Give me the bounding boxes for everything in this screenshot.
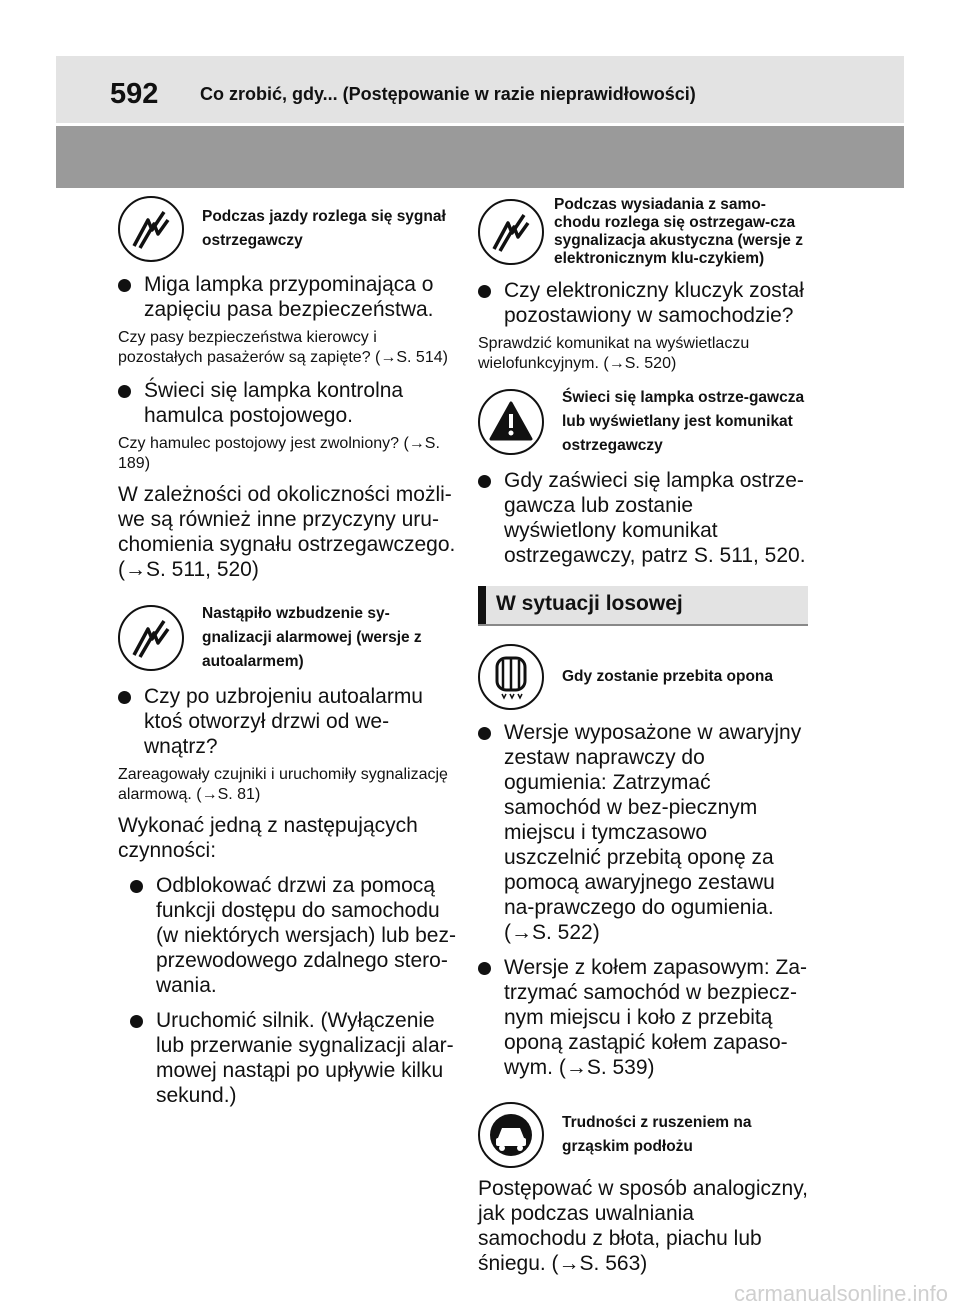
alert-heading-driving xyxy=(118,196,458,262)
section-title: W sytuacji losowej xyxy=(496,592,683,615)
note-sensors: Zareagowały czujniki i uruchomiły sygnalizację alarmową. (→S. 81) xyxy=(118,766,448,803)
heading-driving-alert: Podczas jazdy rozlega się sygnał ostrzegawczy xyxy=(202,208,446,249)
page-number: 592 xyxy=(110,78,159,110)
left-column xyxy=(118,196,458,1114)
heading-alarm-triggered: Nastąpiło wzbudzenie sy-gnalizacji alarmowej (wersje z autoalarmem) xyxy=(202,605,422,670)
para-other-causes: W zależności od okoliczności możli-we są również inne przyczyny uru-chomienia sygnału ostrzegawczego. (→S. 511, 520) xyxy=(118,483,456,581)
heading-flat-tire: Gdy zostanie przebita opona xyxy=(562,668,773,685)
note-parking-brake: Czy hamulec postojowy jest zwolniony? (→S. 189) xyxy=(118,435,440,472)
alert-heading-exit xyxy=(478,196,808,268)
sound-alarm-icon xyxy=(118,196,184,262)
section-header xyxy=(478,586,808,626)
car-stuck-icon xyxy=(478,1102,544,1168)
bullet-repair-kit: Wersje wyposażone w awaryjny zestaw naprawczy do ogumienia: Zatrzymać samochód w bez-piecznym miejscu i tymczasowo uszczelnić przebitą oponę za pomocą awaryjnego zestawu na-prawczego do ogumienia. (→S. 522) xyxy=(478,720,808,945)
bullet-parking-brake: Świeci się lampka kontrolna hamulca postojowego. xyxy=(118,378,458,428)
bullet-start-engine: Uruchomić silnik. (Wyłączenie lub przerwanie sygnalizacji alar-mowej nastąpi po upływie kilku sekund.) xyxy=(130,1008,458,1108)
para-do-one: Wykonać jedną z następujących czynności: xyxy=(118,814,418,862)
alert-heading-warning-light xyxy=(478,386,808,458)
heading-stuck: Trudności z ruszeniem na grząskim podłożu xyxy=(562,1114,752,1155)
sound-alarm-icon xyxy=(118,605,184,671)
heading-warning-light: Świeci się lampka ostrze-gawcza lub wyświetlany jest komunikat ostrzegawczy xyxy=(562,389,805,454)
alert-heading-flat-tire xyxy=(478,644,808,710)
flat-tire-icon xyxy=(478,644,544,710)
heading-exit-alert: Podczas wysiadania z samo-chodu rozlega się ostrzegaw-cza sygnalizacja akustyczna (wersje z elektronicznym klu-czykiem) xyxy=(554,196,803,267)
alert-heading-stuck xyxy=(478,1102,808,1168)
bullet-smart-key: Czy elektroniczny kluczyk został pozostawiony w samochodzie? xyxy=(478,278,808,328)
bullet-warning-light: Gdy zaświeci się lampka ostrze-gawcza lub zostanie wyświetlony komunikat ostrzegawczy, patrz S. 511, 520. xyxy=(478,468,808,568)
bullet-unlock-doors: Odblokować drzwi za pomocą funkcji dostępu do samochodu (w niektórych wersjach) lub bez-przewodowego zdalnego stero-wania. xyxy=(130,873,458,998)
chapter-title: Co zrobić, gdy... (Postępowanie w razie nieprawidłowości) xyxy=(200,84,696,104)
para-stuck: Postępować w sposób analogiczny, jak podczas uwalniania samochodu z błota, piachu lub śniegu. (→S. 563) xyxy=(478,1177,808,1275)
watermark: carmanualsonline.info xyxy=(733,1281,948,1306)
note-seatbelt: Czy pasy bezpieczeństwa kierowcy i pozostałych pasażerów są zapięte? (→S. 514) xyxy=(118,329,448,366)
bullet-door-opened: Czy po uzbrojeniu autoalarmu ktoś otworzył drzwi od we-wnątrz? xyxy=(118,684,458,759)
bullet-seatbelt: Miga lampka przypominająca o zapięciu pasa bezpieczeństwa. xyxy=(118,272,458,322)
warning-triangle-icon xyxy=(478,389,544,455)
note-multi-display: Sprawdzić komunikat na wyświetlaczu wielofunkcyjnym. (→S. 520) xyxy=(478,335,750,372)
gray-band xyxy=(56,126,904,188)
sound-alarm-icon xyxy=(478,199,544,265)
alert-heading-alarm xyxy=(118,602,458,674)
bullet-spare-wheel: Wersje z kołem zapasowym: Za-trzymać samochód w bezpiecz-nym miejscu i koło z przebitą oponą zastąpić kołem zapaso-wym. (→S. 539) xyxy=(478,955,808,1080)
right-column xyxy=(478,196,808,1286)
